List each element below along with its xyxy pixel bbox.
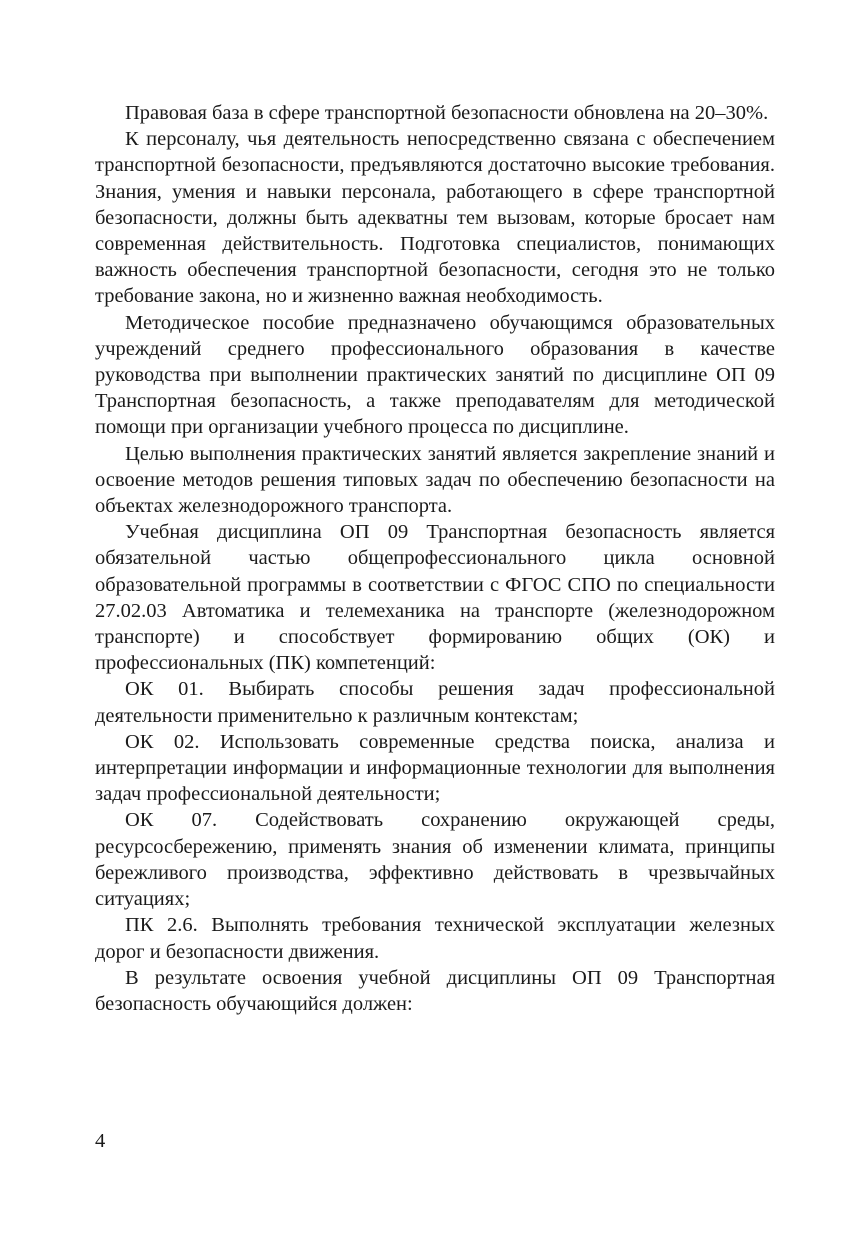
paragraph-personnel-requirements: К персоналу, чья деятельность непосредственно связана с обеспечением транспортной безопасности, предъявляются достаточно высокие требования. Знания, умения и навыки персонала, работающего в сфере транспортной безопасности, должны быть адекватны тем вызовам, которые бросает нам современная действительность. Подготовка специалистов, понимающих важность обеспечения транспортной безопасности, сегодня это не только требование закона, но и жизненно важная необходимость. [95,128,775,308]
competency-pk-2-6: ПК 2.6. Выполнять требования технической эксплуатации железных дорог и безопасности движения. [95,914,775,963]
competency-ok-01: ОК 01. Выбирать способы решения задач профессиональной деятельности применительно к различным контекстам; [95,678,775,727]
page-number: 4 [95,1130,106,1152]
paragraph-practical-goal: Целью выполнения практических занятий является закрепление знаний и освоение методов решения типовых задач по обеспечению безопасности на объектах железнодорожного транспорта. [95,442,775,518]
paragraph-legal-base: Правовая база в сфере транспортной безопасности обновлена на 20–30%. [125,102,769,124]
competency-ok-07: ОК 07. Содействовать сохранению окружающей среды, ресурсосбережению, применять знания об изменении климата, принципы бережливого производства, эффективно действовать в чрезвычайных ситуациях; [95,809,775,911]
paragraph-learning-outcome: В результате освоения учебной дисциплины ОП 09 Транспортная безопасность обучающийся должен: [95,966,775,1015]
paragraph-discipline-description: Учебная дисциплина ОП 09 Транспортная безопасность является обязательной частью общепрофессионального цикла основной образовательной программы в соответствии с ФГОС СПО по специальности 27.02.03 Автоматика и телемеханика на транспорте (железнодорожном транспорте) и способствует формированию общих (ОК) и профессиональных (ПК) компетенций: [95,521,775,675]
paragraph-manual-purpose: Методическое пособие предназначено обучающимся образовательных учреждений среднего профессионального образования в качестве руководства при выполнении практических занятий по дисциплине ОП 09 Транспортная безопасность, а также преподавателям для методической помощи при организации учебного процесса по дисциплине. [95,311,775,439]
competency-ok-02: ОК 02. Использовать современные средства поиска, анализа и интерпретации информации и информационные технологии для выполнения задач профессиональной деятельности; [95,730,775,806]
page-body [95,100,775,1017]
